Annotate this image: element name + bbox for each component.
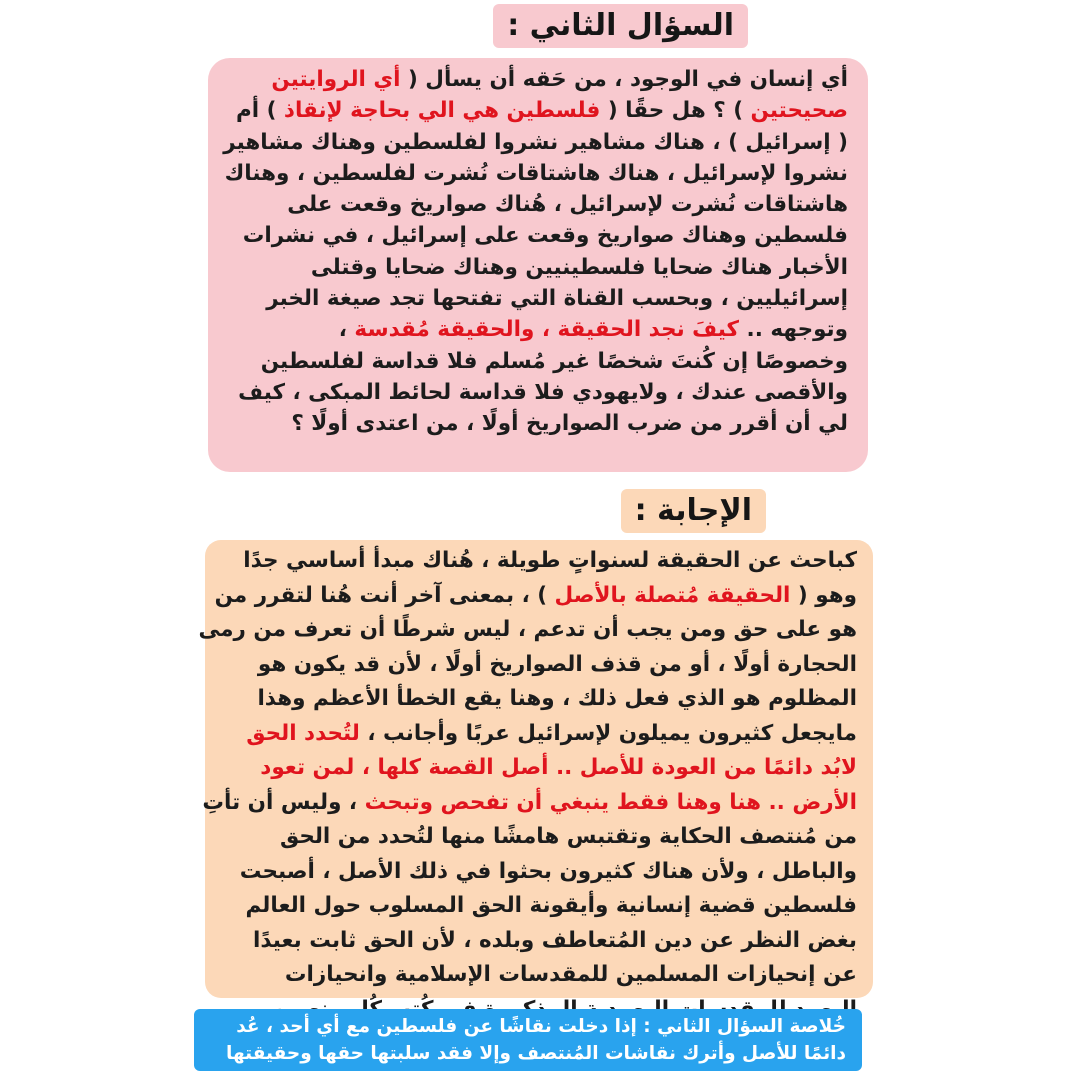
question-line — [220, 220, 848, 251]
answer-text-block — [198, 540, 873, 998]
text-segment: ) أم — [235, 98, 284, 124]
highlighted-phrase: كيفَ نجد الحقيقة ، والحقيقة مُقدسة — [354, 317, 740, 343]
answer-line — [213, 579, 857, 614]
text-segment: نشروا لإسرائيل ، هناك هاشتاقات نُشرت لفلسطين ، وهناك — [224, 160, 848, 186]
summary-line: دائمًا للأصل وأترك نقاشات المُنتصف وإلا فقد سلبتها حقها وحقيقتها — [226, 1043, 846, 1064]
answer-heading: الإجابة : — [621, 489, 766, 533]
text-segment: مايجعل كثيرون يميلون لإسرائيل عربًا وأجانب ، — [359, 720, 857, 746]
answer-line — [202, 786, 857, 821]
text-segment: كباحث عن الحقيقة لسنواتٍ طويلة ، هُناك مبدأ أساسي جدًا — [243, 548, 857, 573]
text-segment: عن إنحيازات المسلمين للمقدسات الإسلامية وانحيازات — [284, 962, 857, 987]
question-line — [220, 95, 848, 126]
question-line — [220, 127, 848, 158]
answer-line — [213, 544, 857, 579]
question-line — [220, 189, 848, 220]
text-segment: ) ؟ هل حقًا ( — [600, 98, 751, 124]
answer-line — [213, 889, 857, 924]
answer-line — [213, 648, 857, 683]
text-segment: فلسطين قضية إنسانية وأيقونة الحق المسلوب حول العالم — [245, 893, 857, 918]
highlighted-phrase: أي الروايتين — [271, 67, 401, 92]
text-segment: إسرائيليين ، وبحسب القناة التي تفتحها تجد صيغة الخبر — [266, 286, 848, 312]
text-segment: وتوجهه .. — [739, 317, 848, 343]
summary-box — [194, 1009, 862, 1071]
question-line — [220, 158, 848, 189]
highlighted-phrase: فلسطين هي الي بحاجة لإنقاذ — [283, 98, 601, 124]
text-segment: هاشتاقات نُشرت لإسرائيل ، هُناك صواريخ وقعت على — [287, 192, 848, 218]
text-segment: لي أن أقرر من ضرب الصواريخ أولًا ، من اعتدى أولًا ؟ — [291, 411, 848, 437]
text-segment: والباطل ، ولأن هناك كثيرون بحثوا في ذلك الأصل ، أصبحت — [239, 858, 857, 884]
answer-line — [213, 924, 857, 959]
question-line — [220, 283, 848, 314]
question-line — [220, 252, 848, 283]
highlighted-phrase: صحيحتين — [750, 98, 848, 124]
question-line — [220, 377, 848, 408]
question-line — [220, 314, 848, 345]
highlighted-phrase: لتُحدد الحق — [246, 720, 360, 746]
text-segment: الأخبار هناك ضحايا فلسطينيين وهناك ضحايا وقتلى — [310, 254, 848, 280]
summary-line: خُلاصة السؤال الثاني : إذا دخلت نقاشًا عن فلسطين مع أي أحد ، عُد — [236, 1016, 846, 1037]
text-segment: ( إسرائيل ) ، هناك مشاهير نشروا لفلسطين وهناك مشاهير — [223, 129, 848, 155]
answer-line — [213, 717, 857, 752]
text-segment: ) ، بمعنى آخر أنت هُنا لتقرر من — [214, 582, 555, 608]
text-segment: الحجارة أولًا ، أو من قذف الصواريخ أولًا ، لأن قد يكون هو — [257, 651, 857, 677]
answer-line — [213, 855, 857, 890]
text-segment: ، وليس أن تأتِ — [202, 789, 365, 815]
question-line — [220, 346, 848, 377]
text-segment: ، — [338, 317, 355, 343]
question-heading: السؤال الثاني : — [493, 4, 748, 48]
text-segment: أي إنسان في الوجود ، من حَقه أن يسأل ( — [400, 67, 848, 92]
question-line — [220, 408, 848, 439]
answer-line — [213, 682, 857, 717]
answer-line — [198, 613, 857, 648]
answer-line — [213, 820, 857, 855]
question-text-block — [208, 58, 868, 472]
text-segment: وخصوصًا إن كُنتَ شخصًا غير مُسلم فلا قداسة لفلسطين — [260, 348, 848, 374]
answer-line — [213, 751, 857, 786]
question-line — [220, 64, 848, 95]
text-segment: من مُنتصف الحكاية وتقتبس هامشًا منها لتُحدد من الحق — [279, 824, 857, 849]
highlighted-phrase: الأرض .. هنا وهنا فقط ينبغي أن تفحص وتبحث — [364, 789, 857, 815]
text-segment: المظلوم هو الذي فعل ذلك ، وهنا يقع الخطأ الأعظم وهذا — [257, 686, 857, 711]
text-segment: وهو ( — [790, 582, 857, 608]
answer-line — [213, 958, 857, 993]
highlighted-phrase: لابُد دائمًا من العودة للأصل .. أصل القصة كلها ، لمن تعود — [260, 755, 857, 780]
text-segment: فلسطين وهناك صواريخ وقعت على إسرائيل ، في نشرات — [242, 223, 848, 249]
text-segment: والأقصى عندك ، ولايهودي فلا قداسة لحائط المبكى ، كيف — [238, 379, 848, 405]
highlighted-phrase: الحقيقة مُتصلة بالأصل — [554, 582, 791, 608]
text-segment: هو على حق ومن يجب أن تدعم ، ليس شرطًا أن تعرف من رمى — [198, 617, 857, 642]
text-segment: بغض النظر عن دين المُتعاطف وبلده ، لأن الحق ثابت بعيدًا — [252, 927, 857, 953]
